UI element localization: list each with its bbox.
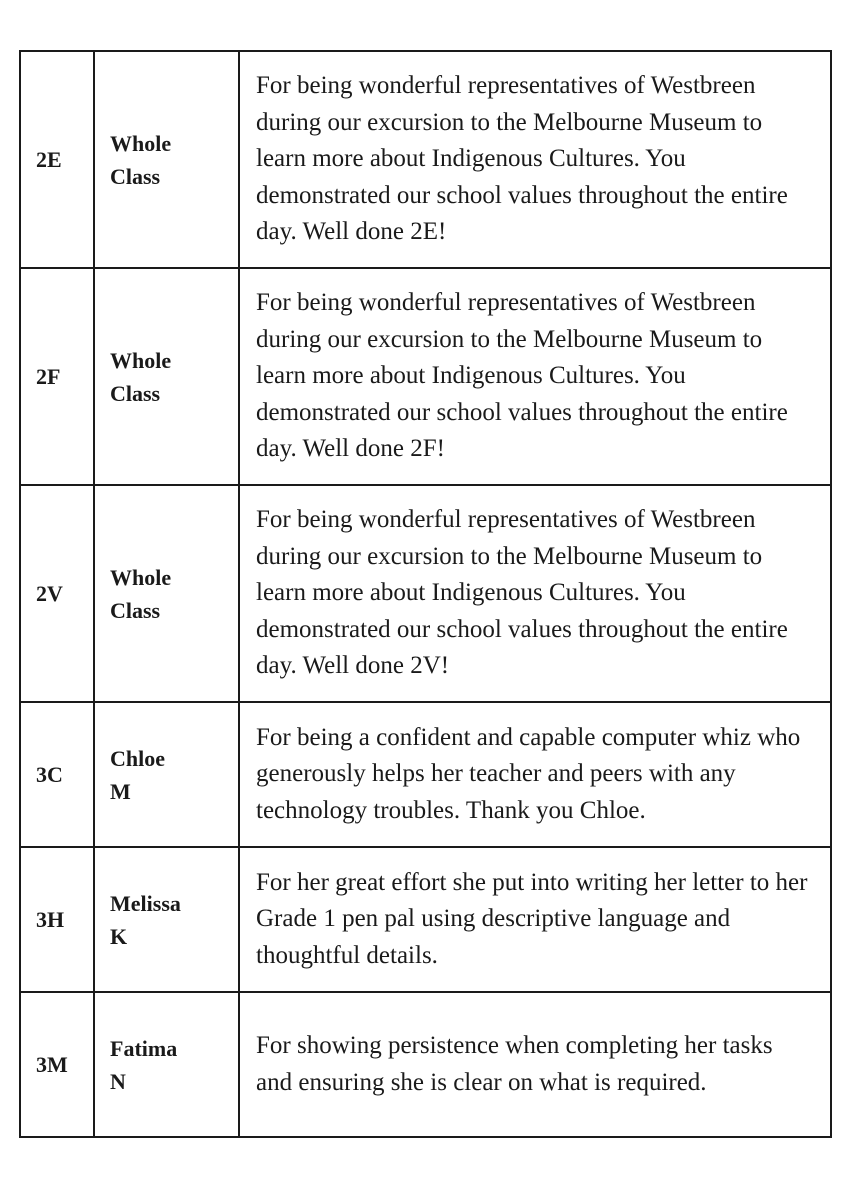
student-name-line: Whole [110, 347, 172, 373]
student-name-cell [94, 485, 239, 702]
student-name-line: Whole [110, 564, 172, 590]
student-name-line: Class [110, 380, 161, 406]
award-reason-cell: For her great effort she put into writing her letter to her Grade 1 pen pal using descriptive language and thoughtful details. [239, 847, 831, 992]
class-cell: 3C [20, 702, 94, 847]
student-name-line: Chloe [110, 745, 165, 771]
award-reason-cell: For being wonderful representatives of Westbreen during our excursion to the Melbourne Museum to learn more about Indigenous Cultures. You demonstrated our school values throughout the entire day. Well done 2F! [239, 268, 831, 485]
class-cell: 2E [20, 51, 94, 268]
award-reason-cell: For being wonderful representatives of Westbreen during our excursion to the Melbourne Museum to learn more about Indigenous Cultures. You demonstrated our school values throughout the entire day. Well done 2V! [239, 485, 831, 702]
student-name-cell [94, 268, 239, 485]
student-name-line: N [110, 1068, 126, 1094]
award-reason-cell: For showing persistence when completing her tasks and ensuring she is clear on what is required. [239, 992, 831, 1137]
student-name-line: Whole [110, 130, 172, 156]
student-name-line: Melissa [110, 890, 181, 916]
student-name-line: K [110, 923, 128, 949]
class-cell: 2V [20, 485, 94, 702]
class-cell: 3M [20, 992, 94, 1137]
class-cell: 3H [20, 847, 94, 992]
table-row [20, 702, 831, 847]
award-reason-cell: For being wonderful representatives of Westbreen during our excursion to the Melbourne Museum to learn more about Indigenous Cultures. You demonstrated our school values throughout the entire day. Well done 2E! [239, 51, 831, 268]
table-row [20, 485, 831, 702]
class-cell: 2F [20, 268, 94, 485]
student-name-line: Fatima [110, 1035, 178, 1061]
table-row [20, 268, 831, 485]
award-reason-cell: For being a confident and capable computer whiz who generously helps her teacher and peers with any technology troubles. Thank you Chloe. [239, 702, 831, 847]
student-name-cell [94, 847, 239, 992]
student-name-cell [94, 992, 239, 1137]
student-name-cell [94, 702, 239, 847]
student-name-line: Class [110, 597, 161, 623]
awards-table [19, 50, 832, 1138]
student-name-line: Class [110, 163, 161, 189]
table-row [20, 51, 831, 268]
student-name-cell [94, 51, 239, 268]
table-row [20, 847, 831, 992]
table-row [20, 992, 831, 1137]
student-name-line: M [110, 778, 131, 804]
